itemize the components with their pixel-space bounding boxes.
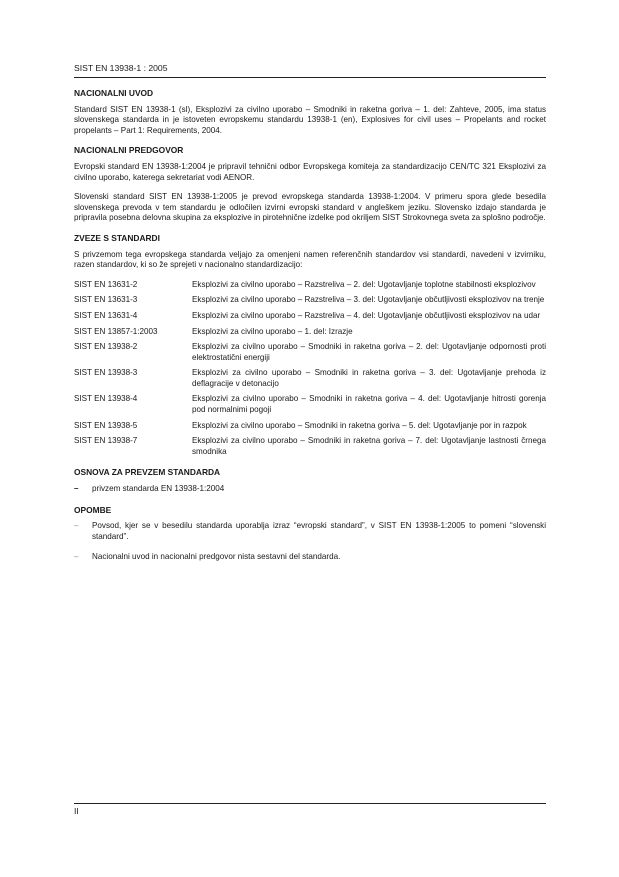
section-osnova-za-prevzem bbox=[74, 467, 546, 494]
reference-row bbox=[74, 368, 546, 389]
section-heading: NACIONALNI UVOD bbox=[74, 88, 154, 98]
reference-code: SIST EN 13631-4 bbox=[74, 310, 138, 320]
paragraph: S privzemom tega evropskega standarda veljajo za omenjeni namen referenčnih standardov vsi standardi, navedeni v izvirniku, razen standardov, ki so že sprejeti v nacionalno standardizacijo: bbox=[74, 249, 546, 270]
document-id: SIST EN 13938-1 : 2005 bbox=[74, 63, 168, 73]
reference-title: Eksplozivi za civilno uporabo – Smodniki in raketna goriva – 3. del: Ugotavljanje prehoda iz deflagracije v detonacijo bbox=[192, 368, 546, 388]
reference-title: Eksplozivi za civilno uporabo – Razstreliva – 4. del: Ugotavljanje občutljivosti eksplozivov na udar bbox=[192, 310, 541, 320]
reference-code: SIST EN 13631-2 bbox=[74, 279, 138, 289]
section-nacionalni-uvod bbox=[74, 88, 546, 136]
bullet-dash: – bbox=[74, 484, 79, 494]
section-zveze-s-standardi bbox=[74, 233, 546, 458]
footer-rule bbox=[74, 803, 546, 804]
list-item-text: privzem standarda EN 13938-1:2004 bbox=[92, 484, 225, 494]
reference-code: SIST EN 13938-4 bbox=[74, 394, 138, 404]
reference-row bbox=[74, 421, 546, 432]
reference-title: Eksplozivi za civilno uporabo – Smodniki in raketna goriva – 5. del: Ugotavljanje por in razpok bbox=[192, 420, 527, 430]
paragraph: Evropski standard EN 13938-1:2004 je pripravil tehnični odbor Evropskega komiteja za standardizacijo CEN/TC 321 Eksplozivi za civilno uporabo, katerega sekretariat vodi AENOR. bbox=[74, 161, 546, 182]
list-item-text: Nacionalni uvod in nacionalni predgovor nista sestavni del standarda. bbox=[92, 552, 341, 562]
reference-code: SIST EN 13938-3 bbox=[74, 368, 138, 378]
page-content bbox=[74, 88, 546, 573]
section-heading: OSNOVA ZA PREVZEM STANDARDA bbox=[74, 467, 221, 478]
reference-code: SIST EN 13938-7 bbox=[74, 436, 138, 446]
reference-title: Eksplozivi za civilno uporabo – Smodniki in raketna goriva – 7. del: Ugotavljanje lastnosti črnega smodnika bbox=[192, 436, 546, 456]
reference-row bbox=[74, 327, 546, 338]
reference-title: Eksplozivi za civilno uporabo – Smodniki in raketna goriva – 4. del: Ugotavljanje hitrosti gorenja pod normalnimi pogoji bbox=[192, 394, 546, 415]
reference-row bbox=[74, 394, 546, 415]
reference-code: SIST EN 13938-2 bbox=[74, 342, 138, 352]
section-heading: OPOMBE bbox=[74, 504, 112, 515]
reference-title: Eksplozivi za civilno uporabo – Razstreliva – 3. del: Ugotavljanje občutljivosti eksplozivov na trenje bbox=[192, 295, 545, 305]
reference-row bbox=[74, 342, 546, 363]
reference-title: Eksplozivi za civilno uporabo – 1. del: Izrazje bbox=[192, 326, 353, 336]
section-opombe bbox=[74, 505, 546, 563]
reference-row bbox=[74, 280, 546, 291]
bullet-dash: – bbox=[74, 521, 79, 531]
header-rule bbox=[74, 77, 546, 78]
list-item bbox=[74, 484, 546, 495]
list-item bbox=[74, 521, 546, 542]
reference-code: SIST EN 13857-1:2003 bbox=[74, 326, 158, 336]
section-nacionalni-predgovor bbox=[74, 145, 546, 224]
reference-row bbox=[74, 436, 546, 457]
list-item bbox=[74, 552, 546, 563]
reference-list bbox=[74, 280, 546, 458]
reference-code: SIST EN 13938-5 bbox=[74, 420, 138, 430]
bullet-dash: – bbox=[74, 552, 79, 562]
list-item-text: Povsod, kjer se v besedilu standarda uporablja izraz “evropski standard”, v SIST EN 13938-1:2005 to pomeni “slovenski standard”. bbox=[92, 521, 546, 541]
section-heading: NACIONALNI PREDGOVOR bbox=[74, 145, 184, 156]
page-number: II bbox=[74, 806, 79, 816]
reference-title: Eksplozivi za civilno uporabo – Smodniki in raketna goriva – 2. del: Ugotavljanje odpornosti proti elektrostatični energiji bbox=[192, 342, 546, 362]
paragraph: Standard SIST EN 13938-1 (sl), Eksplozivi za civilno uporabo – Smodniki in raketna goriva – 1. del: Zahteve, 2005, ima status slovenskega standarda in je istoveten evropskemu standardu 13938-1 (en), Explosives for civil uses – Propelants and rocket propelants – Part 1: Requirements, 2004. bbox=[74, 104, 546, 135]
reference-code: SIST EN 13631-3 bbox=[74, 295, 138, 305]
reference-row bbox=[74, 311, 546, 322]
paragraph: Slovenski standard SIST EN 13938-1:2005 je prevod evropskega standarda 13938-1:2004. V primeru spora glede besedila slovenskega prevoda v tem standardu je odločilen izvirni evropski standard v angleškem jeziku. Slovensko izdajo standarda je pripravila posebna delovna skupina za eksplozive in pirotehnične izdelke pod okriljem SIST Strokovnega sveta za splošno področje. bbox=[74, 192, 546, 223]
reference-title: Eksplozivi za civilno uporabo – Razstreliva – 2. del: Ugotavljanje toplotne stabilnosti eksplozivov bbox=[192, 279, 536, 289]
section-heading: ZVEZE S STANDARDI bbox=[74, 232, 160, 243]
reference-row bbox=[74, 295, 546, 306]
